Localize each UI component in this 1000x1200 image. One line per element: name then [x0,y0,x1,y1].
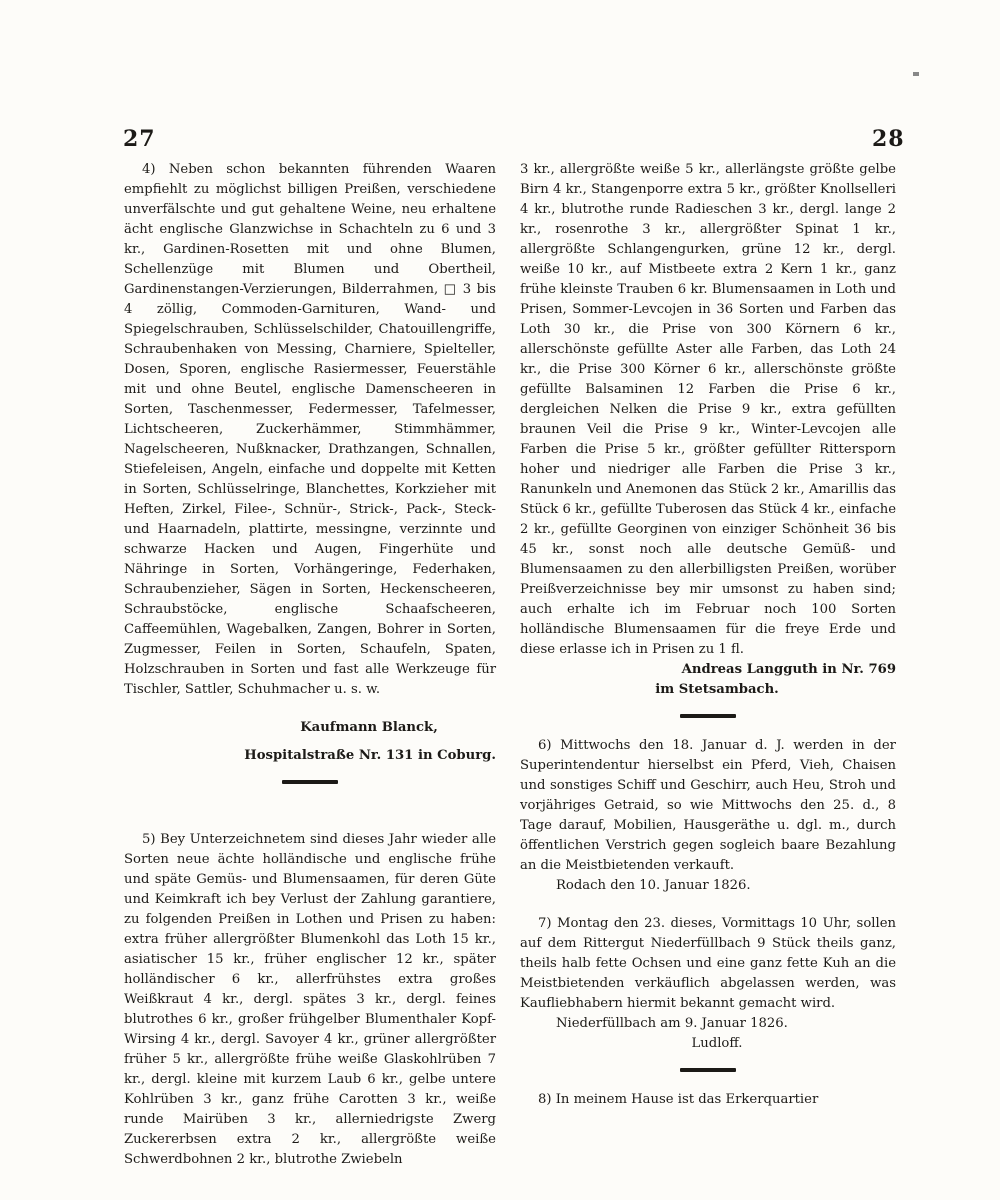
advertisement-5-signature-name: Andreas Langguth in Nr. 769 [681,662,896,677]
advertisement-7-signature-place: Niederfüllbach am 9. Januar 1826. [556,1016,788,1031]
advertisement-5-continued-text: 3 kr., allergrößte weiße 5 kr., allerlängste größte gelbe Birn 4 kr., Stangenporre extra 5 kr., größter Knollselleri 4 kr., blutrothe runde Radieschen 3 kr., dergl. lange 2 kr., rosenrothe 3 kr., allergrößter Spinat 1 kr., allergrößte Schlangengurken, grüne 12 kr., dergl. weiße 10 kr., auf Mistbeete extra 2 Kern 1 kr., ganz frühe kleinste Trauben 6 kr. Blumensaamen in Loth und Prisen, Sommer-Levcojen in 36 Sorten und Farben das Loth 30 kr., die Prise von 300 Körnern 6 kr., allerschönste gefüllte Aster alle Farben, das Loth 24 kr., die Prise 300 Körner 6 kr., allerschönste größte gefüllte Balsaminen 12 Farben die Prise 6 kr., dergleichen Nelken die Prise 9 kr., extra gefüllten braunen Veil die Prise 9 kr., Winter-Levcojen alle Farben die Prise 5 kr., größter gefüllter Rittersporn hoher und niedriger alle Farben die Prise 3 kr., Ranunkeln und Anemonen das Stück 2 kr., Amarillis das Stück 6 kr., gefüllte Tuberosen das Stück 4 kr., einfache 2 kr., gefüllte Georginen von einziger Schönheit 36 bis 45 kr., sonst noch alle deutsche Gemüß- und Blumensaamen zu den allerbilligsten Preißen, worüber Preißverzeichnisse bey mir umsonst zu haben sind; auch erhalte ich im Februar noch 100 Sorten holländische Blumensaamen für die freye Erde und diese erlasse ich in Prisen zu 1 fl. [520,162,896,657]
left-column [124,160,496,1170]
advertisement-6-signature: Rodach den 10. Januar 1826. [556,878,751,893]
advertisement-4-signature-address: Hospitalstraße Nr. 131 in Coburg. [244,748,496,763]
advertisement-8-text: 8) In meinem Hause ist das Erkerquartier [538,1092,819,1107]
advertisement-4-signature-name: Kaufmann Blanck, [300,720,438,735]
advertisement-5-text: 5) Bey Unterzeichnetem sind dieses Jahr wieder alle Sorten neue ächte holländische und englische frühe und späte Gemüs- und Blumensaamen, für deren Güte und Keimkraft ich bey Verlust der Zahlung garantiere, zu folgenden Preißen in Lothen und Prisen zu haben: extra früher allergrößter Blumenkohl das Loth 15 kr., asiatischer 15 kr., früher englischer 12 kr., später holländischer 6 kr., allerfrühstes extra großes Weißkraut 4 kr., dergl. spätes 3 kr., dergl. feines blutrothes 6 kr., großer frühgelber Blumenthaler Kopf-Wirsing 4 kr., dergl. Savoyer 4 kr., grüner allergrößter früher 5 kr., allergrößte frühe weiße Glaskohlrüben 7 kr., dergl. kleine mit kurzem Laub 6 kr., gelbe untere Kohlrüben 3 kr., ganz frühe Carotten 3 kr., weiße runde Mairüben 3 kr., allerniedrigste Zwerg Zuckererbsen extra 2 kr., allergrößte weiße Schwerdbohnen 2 kr., blutrothe Zwiebeln [124,832,496,1167]
advertisement-6-text: 6) Mittwochs den 18. Januar d. J. werden in der Superintendentur hierselbst ein Pferd, Vieh, Chaisen und sonstiges Schiff und Geschirr, auch Heu, Stroh und vorjähriges Getraid, so wie Mittwochs den 25. d., 8 Tage darauf, Mobilien, Hausgeräthe u. dgl. m., durch öffentlichen Verstrich gegen sogleich baare Bezahlung an die Meistbietenden verkauft. [520,738,896,873]
scan-mark [913,72,919,76]
advertisement-4-text: 4) Neben schon bekannten führenden Waaren empfiehlt zu möglichst billigen Preißen, verschiedene unverfälschte und gut gehaltene Weine, neu erhaltene ächt englische Glanzwichse in Schachteln zu 6 und 3 kr., Gardinen-Rosetten mit und ohne Blumen, Schellenzüge mit Blumen und Obertheil, Gardinenstangen-Verzierungen, Bilderrahmen, □ 3 bis 4 zöllig, Commoden-Garnituren, Wand- und Spiegelschrauben, Schlüsselschilder, Chatouillengriffe, Schraubenhaken von Messing, Charniere, Spielteller, Dosen, Sporen, englische Rasiermesser, Feuerstähle mit und ohne Beutel, englische Damenscheeren in Sorten, Taschenmesser, Federmesser, Tafelmesser, Lichtscheeren, Zuckerhämmer, Stimmhämmer, Nagelscheeren, Nußknacker, Drathzangen, Schnallen, Stiefeleisen, Angeln, einfache und doppelte mit Ketten in Sorten, Schlüsselringe, Blanchettes, Korkzieher mit Heften, Zirkel, Filee-, Schnür-, Strick-, Pack-, Steck- und Haarnadeln, plattirte, messingne, verzinnte und schwarze Hacken und Augen, Fingerhüte und Nähringe in Sorten, Vorhängeringe, Federhaken, Schraubenzieher, Sägen in Sorten, Heckenscheeren, Schraubstöcke, englische Schaafscheeren, Caffeemühlen, Wagebalken, Zangen, Bohrer in Sorten, Zugmesser, Feilen in Sorten, Schaufeln, Spaten, Holzschrauben in Sorten und fast alle Werkzeuge für Tischler, Sattler, Schuhmacher u. s. w. [124,162,496,697]
advertisement-5-signature-place: im Stetsambach. [655,682,779,697]
page-number-right: 28 [872,126,905,152]
page-number-left: 27 [123,126,156,152]
advertisement-7-signature-name: Ludloff. [691,1036,743,1051]
advertisement-7-text: 7) Montag den 23. dieses, Vormittags 10 Uhr, sollen auf dem Rittergut Niederfüllbach 9 Stück theils ganz, theils halb fette Ochsen und eine ganz fette Kuh an die Meistbietenden verkäuflich abgelassen werden, was Kaufliebhabern hiermit bekannt gemacht wird. [520,916,896,1011]
right-column [520,160,896,1110]
